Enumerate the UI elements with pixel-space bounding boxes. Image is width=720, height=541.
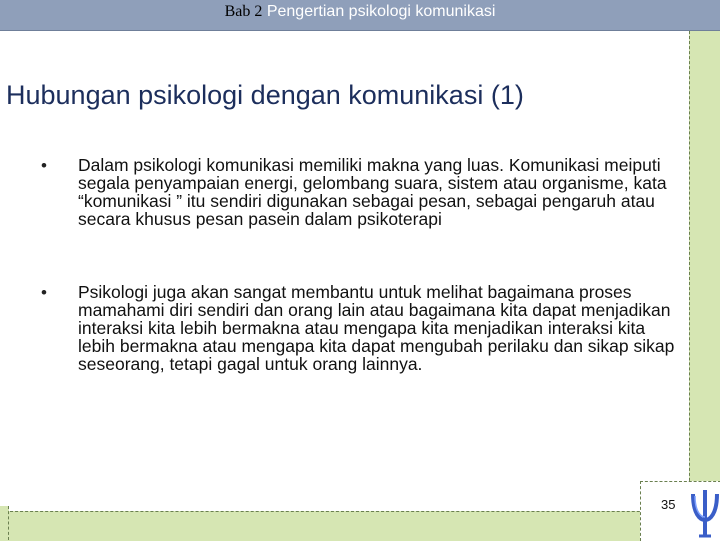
header-bar — [0, 0, 720, 31]
bullet-text-2: Psikologi juga akan sangat membantu untuk melihat bagaimana proses mamahami diri sendiri dan orang lain atau bagaimana kita dapat menjadikan interaksi kita lebih bermakna atau mengapa kita menjadikan interaksi kita lebih bermakna atau mengapa kita dapat mengubah perilaku dan sikap sikap seseorang, tetapi gagal untuk orang lainnya. — [78, 282, 675, 374]
left-decor-edge — [0, 506, 9, 540]
right-decor-panel — [689, 31, 720, 511]
chapter-subtitle: Pengertian psikologi komunikasi — [266, 3, 496, 20]
psi-logo-icon — [690, 484, 720, 540]
header-title — [0, 3, 720, 21]
bullet-marker: • — [41, 283, 47, 302]
bullet-text-1: Dalam psikologi komunikasi memiliki makna yang luas. Komunikasi meiputi segala penyampaian energi, gelombang suara, sistem atau organisme, kata “komunikasi ” itu sendiri digunakan sebagai pesan, sebagai pengaruh atau secara khusus pesan pasein dalam psikoterapi — [78, 155, 667, 229]
page-number: 35 — [661, 497, 676, 512]
bottom-decor-band — [0, 511, 720, 541]
chapter-label: Bab 2 — [224, 3, 263, 20]
slide-title: Hubungan psikologi dengan komunikasi (1) — [6, 80, 524, 110]
bullet-marker: • — [41, 156, 47, 175]
